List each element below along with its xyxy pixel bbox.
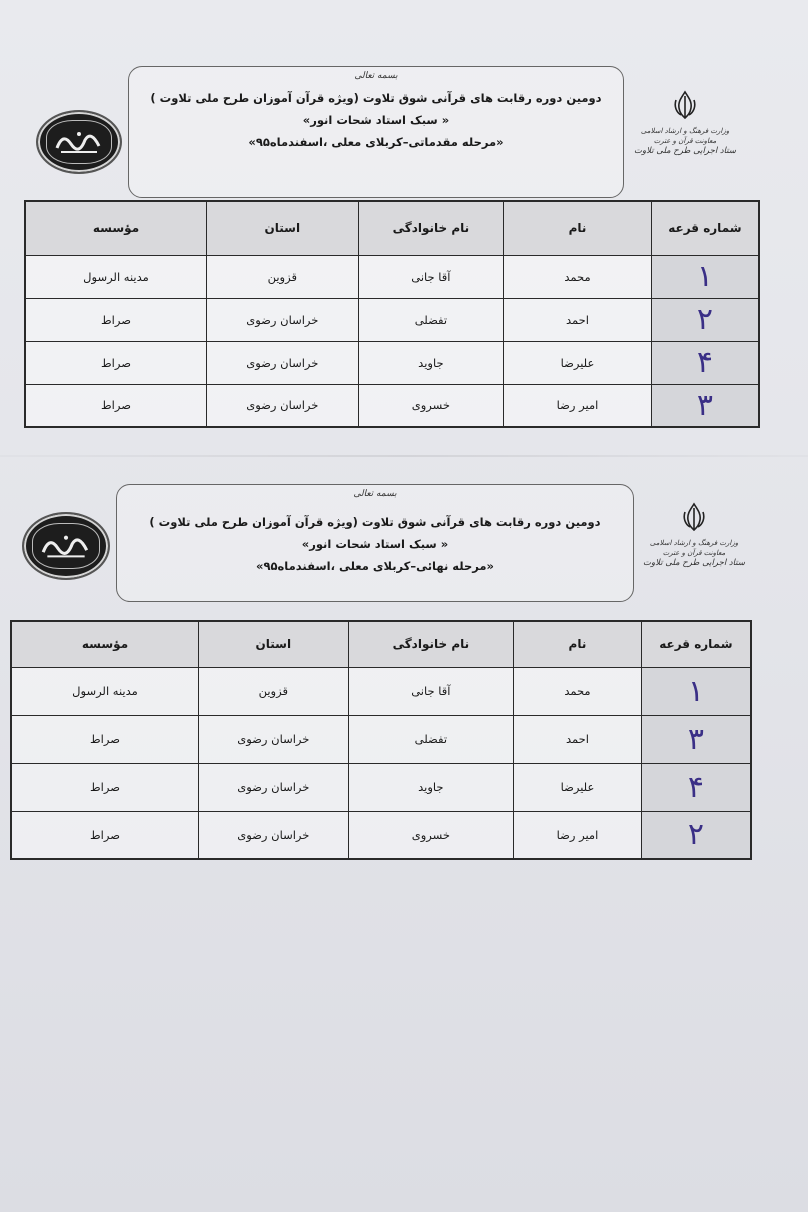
first-name: امیر رضا — [504, 384, 652, 427]
header-first-name: نام — [514, 621, 642, 667]
draw-number: ۲ — [641, 811, 751, 859]
header-province: استان — [207, 201, 359, 255]
first-name: احمد — [514, 715, 642, 763]
draw-number: ۴ — [651, 341, 759, 384]
ministry-logo — [640, 502, 748, 568]
results-table — [10, 620, 752, 860]
institute: صراط — [25, 298, 207, 341]
last-name: جاوید — [348, 763, 514, 811]
header-draw-number: شماره قرعه — [651, 201, 759, 255]
org-line-1: وزارت فرهنگ و ارشاد اسلامی — [640, 127, 730, 135]
province: خراسان رضوی — [207, 298, 359, 341]
province: خراسان رضوی — [207, 384, 359, 427]
first-name: علیرضا — [504, 341, 652, 384]
first-name: محمد — [504, 255, 652, 298]
province: خراسان رضوی — [199, 763, 349, 811]
table-header-row — [25, 201, 759, 255]
iran-emblem-icon — [681, 502, 707, 532]
last-name: آقا جانی — [358, 255, 504, 298]
style-subtitle: « سبک استاد شحات انور» — [301, 537, 449, 551]
last-name: تفضلی — [358, 298, 504, 341]
header-institute: مؤسسه — [25, 201, 207, 255]
org-line-3: ستاد اجرایی طرح ملی تلاوت — [643, 558, 745, 568]
province: خراسان رضوی — [199, 715, 349, 763]
draw-number: ۴ — [641, 763, 751, 811]
table-row — [11, 715, 751, 763]
header-box — [116, 484, 634, 602]
competition-title: دومین دوره رقابت های قرآنی شوق تلاوت (ویژه قرآن آموزان طرح ملی تلاوت ) — [149, 515, 601, 529]
shogh-telavat-logo — [36, 110, 122, 174]
org-line-2: معاونت قرآن و عترت — [662, 549, 726, 557]
institute: صراط — [11, 811, 199, 859]
header-draw-number: شماره قرعه — [641, 621, 751, 667]
stage-subtitle: «مرحله نهائی–کربلای معلی ،اسفندماه۹۵» — [256, 559, 494, 573]
shogh-telavat-logo — [22, 512, 110, 580]
header-last-name: نام خانوادگی — [358, 201, 504, 255]
stage-subtitle: «مرحله مقدماتی–کربلای معلی ،اسفندماه۹۵» — [248, 135, 504, 149]
institute: صراط — [11, 763, 199, 811]
header-box — [128, 66, 624, 198]
bismillah: بسمه تعالی — [354, 71, 398, 81]
first-name: محمد — [514, 667, 642, 715]
last-name: خسروی — [358, 384, 504, 427]
province: خراسان رضوی — [199, 811, 349, 859]
table-row — [25, 341, 759, 384]
draw-number: ۲ — [651, 298, 759, 341]
draw-number: ۳ — [641, 715, 751, 763]
table-row — [25, 255, 759, 298]
last-name: خسروی — [348, 811, 514, 859]
competition-title: دومین دوره رقابت های قرآنی شوق تلاوت (ویژه قرآن آموزان طرح ملی تلاوت ) — [150, 91, 602, 105]
paper-fold — [0, 455, 808, 457]
org-line-2: معاونت قرآن و عترت — [653, 137, 717, 145]
bismillah: بسمه تعالی — [353, 489, 397, 499]
first-name: احمد — [504, 298, 652, 341]
institute: صراط — [11, 715, 199, 763]
header-first-name: نام — [504, 201, 652, 255]
draw-number: ۱ — [651, 255, 759, 298]
province: خراسان رضوی — [207, 341, 359, 384]
header-institute: مؤسسه — [11, 621, 199, 667]
table-row — [11, 763, 751, 811]
institute: مدینه الرسول — [25, 255, 207, 298]
institute: صراط — [25, 341, 207, 384]
table-row — [11, 667, 751, 715]
draw-number: ۱ — [641, 667, 751, 715]
iran-emblem-icon — [672, 90, 698, 120]
province: قزوین — [207, 255, 359, 298]
first-name: علیرضا — [514, 763, 642, 811]
province: قزوین — [199, 667, 349, 715]
table-row — [25, 384, 759, 427]
table-row — [25, 298, 759, 341]
draw-number: ۳ — [651, 384, 759, 427]
last-name: آقا جانی — [348, 667, 514, 715]
ministry-logo — [630, 90, 740, 156]
org-line-3: ستاد اجرایی طرح ملی تلاوت — [634, 146, 736, 156]
header-province: استان — [199, 621, 349, 667]
results-table — [24, 200, 760, 428]
first-name: امیر رضا — [514, 811, 642, 859]
institute: صراط — [25, 384, 207, 427]
style-subtitle: « سبک استاد شحات انور» — [302, 113, 450, 127]
header-last-name: نام خانوادگی — [348, 621, 514, 667]
table-row — [11, 811, 751, 859]
table-header-row — [11, 621, 751, 667]
last-name: تفضلی — [348, 715, 514, 763]
org-line-1: وزارت فرهنگ و ارشاد اسلامی — [649, 539, 739, 547]
last-name: جاوید — [358, 341, 504, 384]
institute: مدینه الرسول — [11, 667, 199, 715]
